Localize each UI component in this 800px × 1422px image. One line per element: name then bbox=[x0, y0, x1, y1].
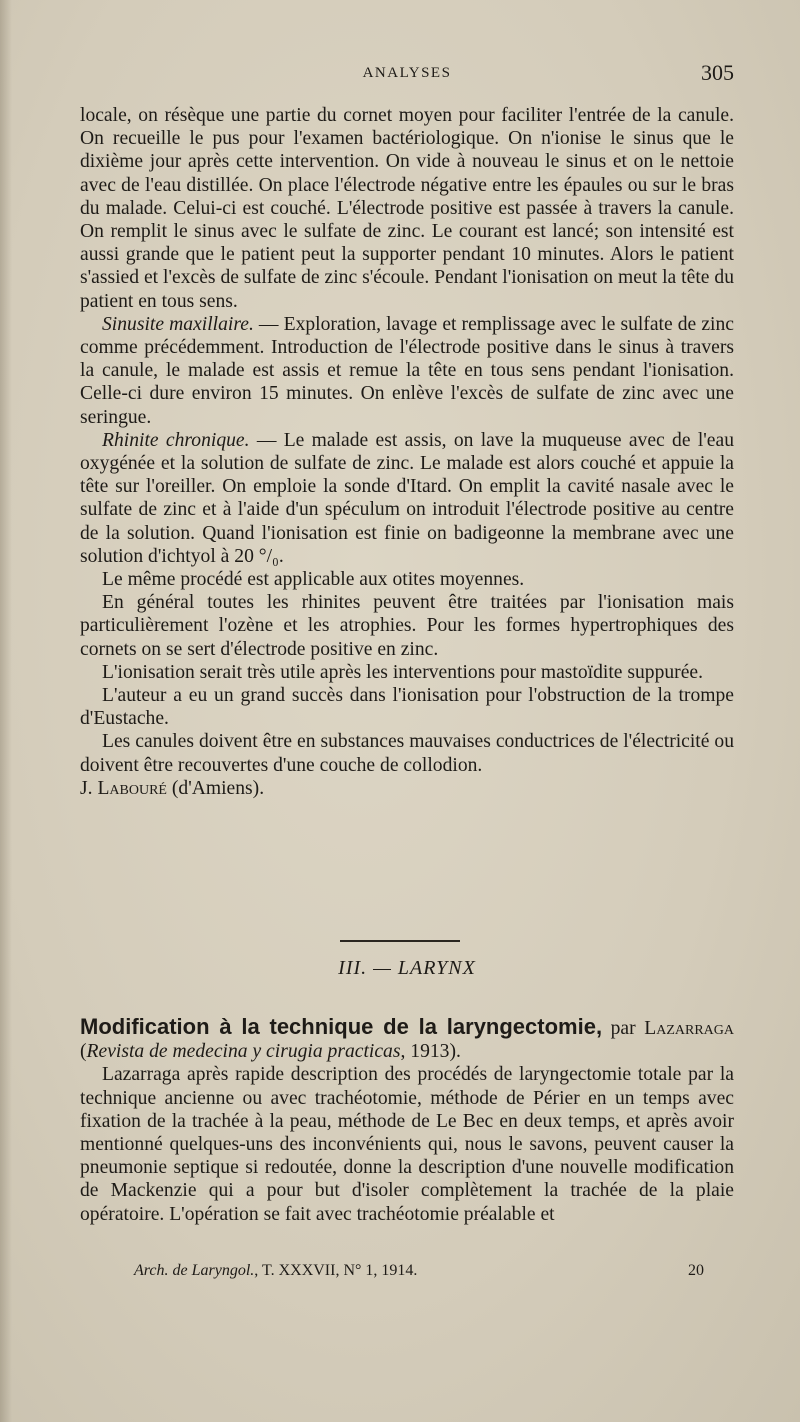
running-title: ANALYSES bbox=[362, 65, 452, 81]
paragraph: L'auteur a eu un grand succès dans l'ionisation pour l'obstruction de la trompe d'Eustache. bbox=[80, 685, 734, 730]
body-text bbox=[80, 104, 734, 800]
footer-citation: Arch. de Laryngol., T. XXXVII, N° 1, 1914. bbox=[134, 1262, 418, 1279]
paragraph: locale, on résèque une partie du cornet moyen pour faciliter l'entrée de la canule. On recueille le pus pour l'examen bactériologique. On n'ionise le sinus que le dixième jour après cette intervention. On vide à nouveau le sinus et on le nettoie avec de l'eau distillée. On place l'électrode négative entre les épaules ou sur le bras du malade. Celui-ci est couché. L'électrode positive est passée à travers la canule. On remplit le sinus avec le sulfate de zinc. Le courant est lancé; son intensité est aussi grande que le patient peut la supporter pendant 10 minutes. Alors le patient s'assied et l'excès de sulfate de zinc s'écoule. Pendant l'ionisation on meut la tête du patient en tous sens. bbox=[80, 105, 734, 312]
article bbox=[80, 1015, 734, 1226]
paragraph-text: — Le malade est assis, on lave la muqueuse avec de l'eau oxygénée et la solution de sulfate de zinc. Le malade est alors couché et appuie la tête sur l'oreiller. On emploie la sonde d'Itard. On emplit la cavité nasale avec le sulfate de zinc et à l'aide d'un spéculum on introduit l'électrode positive au centre de la solution. Quand l'ionisation est finie on badigeonne la membrane avec une solution d'ichtyol à 20 °/₀. bbox=[80, 429, 734, 567]
article-author: Lazarraga bbox=[644, 1018, 734, 1039]
paragraph-text: — Exploration, lavage et remplissage avec le sulfate de zinc comme précédemment. Introduction de l'électrode positive dans le sinus à travers la canule, le malade est assis et remue la tête en tous sens pendant l'ionisation. Celle-ci dure environ 15 minutes. On enlève l'excès de sulfate de zinc avec une seringue. bbox=[80, 313, 734, 428]
journal-name: Revista de medecina y cirugia practicas bbox=[86, 1041, 401, 1063]
paragraph: Le même procédé est applicable aux otites moyennes. bbox=[102, 569, 525, 591]
paragraph-sinusite bbox=[80, 313, 734, 429]
paragraph: Les canules doivent être en substances mauvaises conductrices de l'électricité ou doivent être recouvertes d'une couche de collodion. bbox=[80, 731, 734, 776]
page-footer bbox=[80, 1262, 734, 1286]
author-name: Labouré bbox=[97, 777, 167, 799]
article-title: Modification à la technique de la laryngectomie, bbox=[80, 1014, 603, 1039]
paragraph: En général toutes les rhinites peuvent être traitées par l'ionisation mais particulièrement l'ozène et les atrophies. Pour les formes hypertrophiques des cornets on se sert d'électrode positive en zinc. bbox=[80, 592, 734, 660]
author-signature: J. Labouré (d'Amiens). bbox=[80, 777, 265, 799]
page-number: 305 bbox=[701, 60, 734, 85]
signature-mark: 20 bbox=[688, 1262, 704, 1279]
section-heading: III. — LARYNX bbox=[338, 957, 476, 979]
subsection-label: Rhinite chronique. bbox=[102, 429, 250, 451]
article-body: Lazarraga après rapide description des procédés de laryngectomie totale par la technique ancienne ou avec trachéotomie, méthode de Périer en un temps avec fixation de la trachée à la peau, méthode de Le Bec en deux temps, et après avoir mentionné quelques-uns des inconvénients qui, nous le savons, peuvent causer la pneumonie septique si redoutée, donne la description d'une nouvelle modification de Mackenzie qui a pour but d'isoler complètement la trachée de la plaie opératoire. L'opération se fait avec trachéotomie préalable et bbox=[80, 1064, 734, 1225]
running-head bbox=[80, 60, 734, 88]
article-header: Modification à la technique de la laryngectomie, par Lazarraga (Revista de medecina y cirugia practicas, 1913). bbox=[80, 1014, 734, 1063]
subsection-label: Sinusite maxillaire. bbox=[102, 313, 254, 335]
paragraph-rhinite bbox=[80, 429, 734, 568]
section-divider bbox=[340, 940, 460, 942]
binding-shadow bbox=[0, 0, 12, 1422]
paragraph: L'ionisation serait très utile après les interventions pour mastoïdite suppurée. bbox=[102, 661, 703, 683]
